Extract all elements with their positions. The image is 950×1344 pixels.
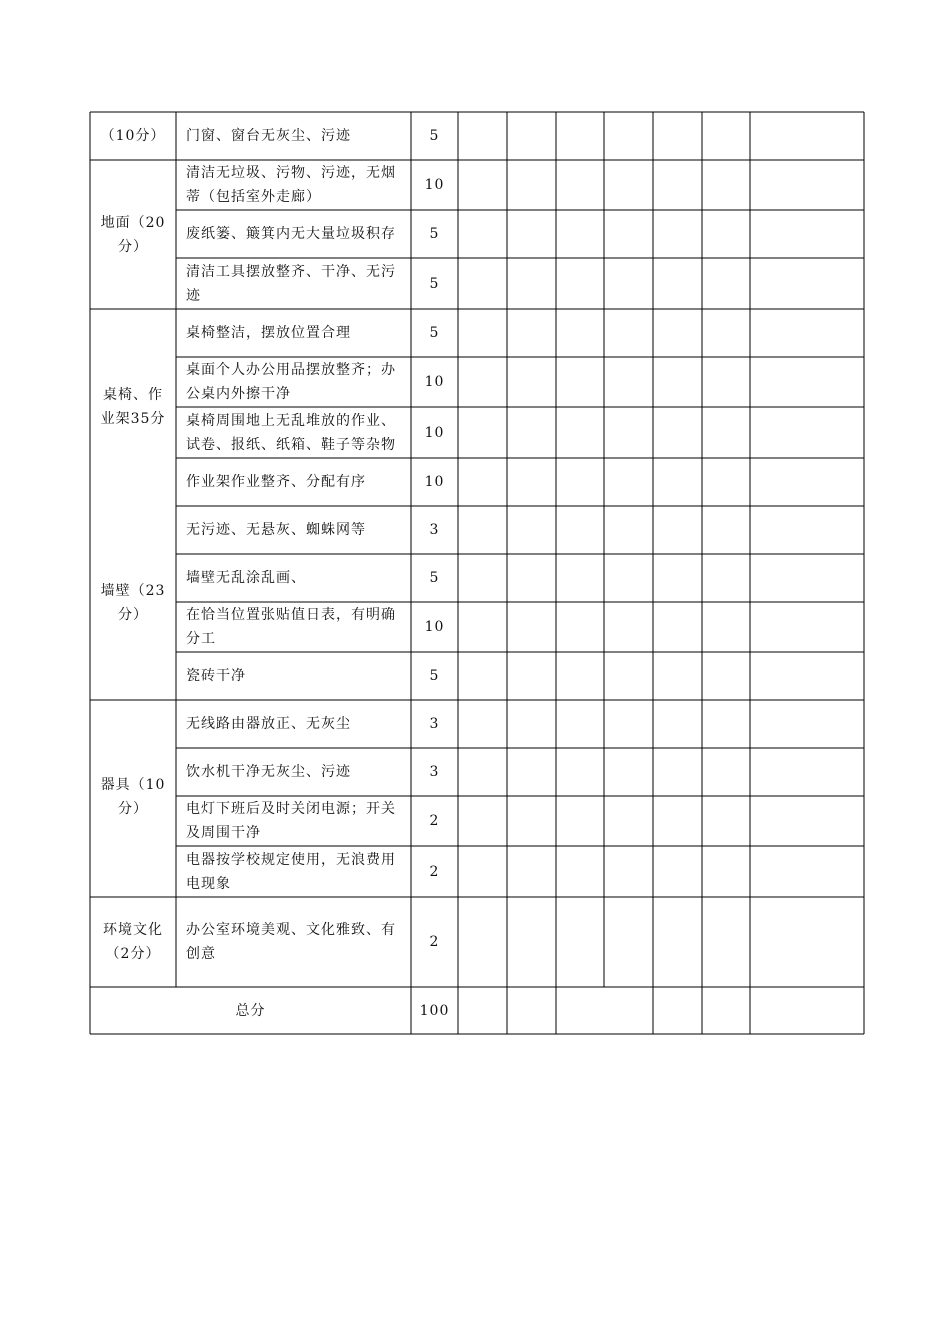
score-cell: 10 [424,424,445,441]
score-cell: 3 [429,764,440,780]
criterion-cell: 清洁无垃圾、污物、污迹，无烟蒂（包括室外走廊） [186,165,396,205]
score-cell: 5 [429,275,440,292]
criterion-cell: 无线路由器放正、无灰尘 [186,716,351,732]
criterion-cell: 饮水机干净无灰尘、污迹 [186,764,351,780]
score-cell: 10 [424,619,445,635]
category-label: 器具（10分） [100,777,166,817]
score-cell: 5 [429,128,440,144]
criterion-cell: 门窗、窗台无灰尘、污迹 [186,128,351,144]
criterion-cell: 电器按学校规定使用，无浪费用电现象 [186,851,396,892]
criterion-cell: 桌椅周围地上无乱堆放的作业、试卷、报纸、纸箱、鞋子等杂物 [186,412,396,453]
criterion-cell: 桌面个人办公用品摆放整齐；办公桌内外擦干净 [186,362,396,402]
criterion-cell: 清洁工具摆放整齐、干净、无污迹 [186,263,396,304]
category-label: 地面（20分） [100,215,166,255]
score-cell: 10 [424,474,445,490]
criterion-cell: 在恰当位置张贴值日表，有明确分工 [186,607,396,647]
score-cell: 2 [429,863,440,880]
score-cell: 5 [429,226,440,242]
score-cell: 3 [429,522,440,538]
criterion-cell: 办公室环境美观、文化雅致、有创意 [186,922,396,962]
category-label: 墙壁（23分） [100,583,166,623]
category-label: （10分） [100,128,166,144]
criterion-cell: 无污迹、无悬灰、蜘蛛网等 [186,522,366,538]
criterion-cell: 桌椅整洁，摆放位置合理 [186,325,351,341]
score-cell: 10 [424,374,445,390]
total-score: 100 [419,1002,450,1019]
score-cell: 5 [429,668,440,684]
score-cell: 5 [429,325,440,341]
score-cell: 5 [429,570,440,586]
total-label: 总分 [235,1002,266,1019]
score-cell: 2 [429,934,440,950]
category-label: 环境文化 （2分） [103,922,178,962]
score-cell: 2 [429,813,440,829]
score-cell: 10 [424,177,445,193]
criterion-cell: 电灯下班后及时关闭电源；开关及周围干净 [186,801,396,841]
criterion-cell: 墙壁无乱涂乱画、 [186,570,306,586]
criterion-cell: 作业架作业整齐、分配有序 [186,474,366,490]
criterion-cell: 瓷砖干净 [186,668,246,684]
category-label: 桌椅、作业架35分 [100,387,166,427]
criterion-cell: 废纸篓、簸箕内无大量垃圾积存 [186,226,396,242]
score-cell: 3 [429,716,440,732]
